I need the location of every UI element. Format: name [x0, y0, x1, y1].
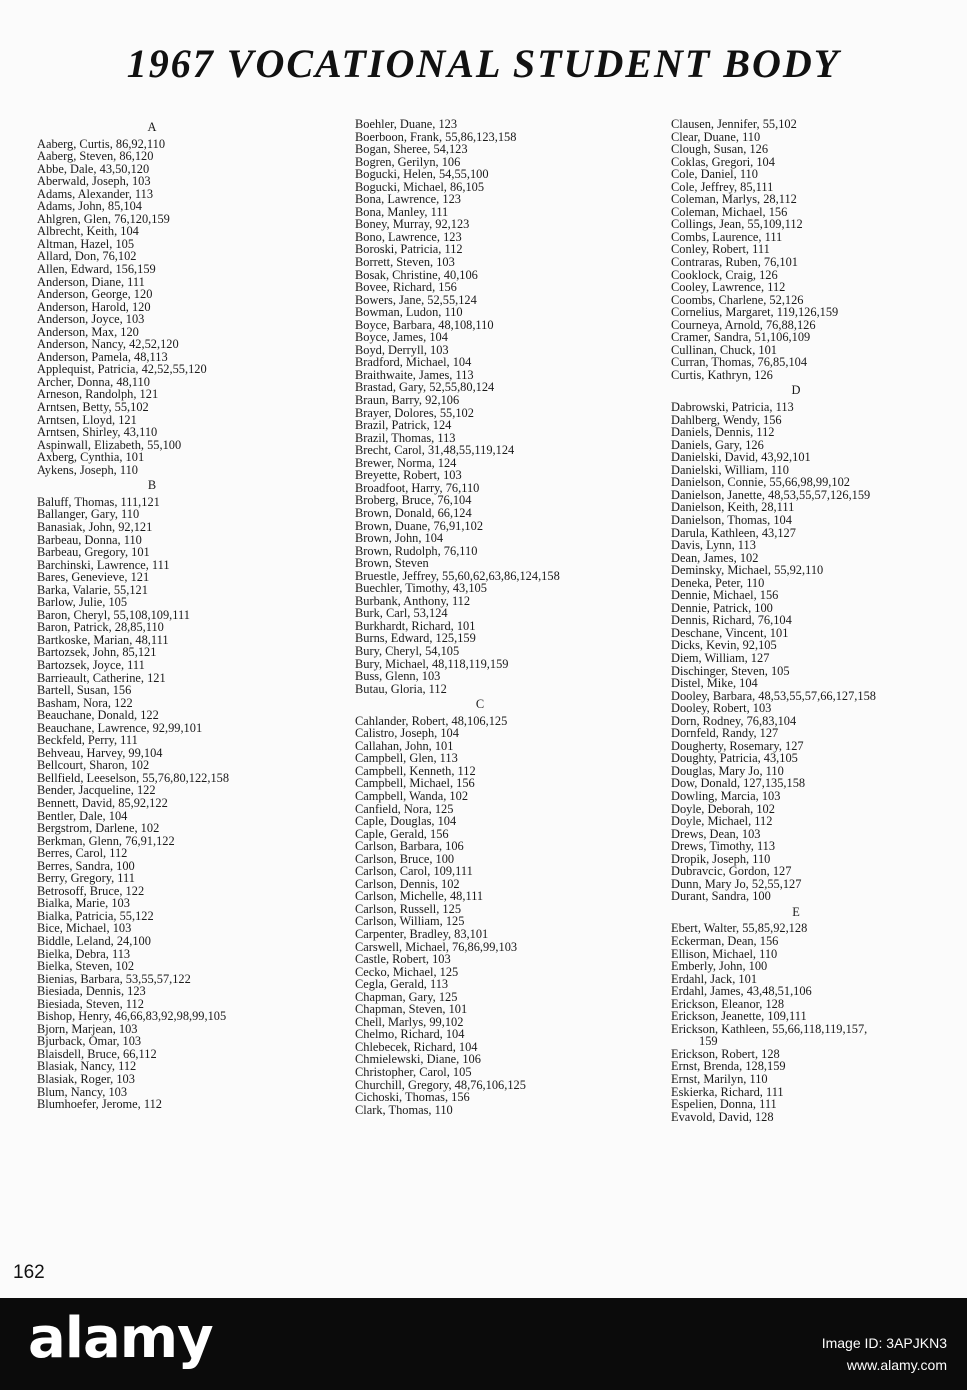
student-entry: Bender, Jacqueline, 122 [37, 783, 156, 798]
student-entry: Erickson, Eleanor, 128 [671, 996, 785, 1011]
section-letter: A [147, 120, 157, 134]
student-entry: Banasiak, John, 92,121 [37, 519, 153, 534]
student-entry: Bjurback, Omar, 103 [37, 1034, 142, 1049]
student-entry: Beckfeld, Perry, 111 [37, 733, 138, 748]
site-url: www.alamy.com [846, 1357, 947, 1373]
student-entry: Cullinan, Chuck, 101 [671, 342, 778, 357]
student-entry: Behveau, Harvey, 99,104 [37, 745, 163, 760]
student-entry: Biesiada, Steven, 112 [37, 996, 144, 1011]
student-entry: Adams, John, 85,104 [37, 199, 142, 214]
student-entry: Dooley, Barbara, 48,53,55,57,66,127,158 [671, 688, 876, 703]
student-entry: Dubravcic, Gordon, 127 [671, 864, 792, 879]
student-entry: Clark, Thomas, 110 [355, 1102, 453, 1117]
student-entry: Deneka, Peter, 110 [671, 575, 765, 590]
student-entry: Erdahl, Jack, 101 [671, 971, 758, 986]
student-entry: Beauchane, Donald, 122 [37, 708, 159, 723]
student-entry: Broadfoot, Harry, 76,110 [355, 480, 480, 495]
student-entry: Campbell, Wanda, 102 [355, 788, 469, 803]
student-entry: Distel, Mike, 104 [671, 676, 758, 691]
student-entry: Clausen, Jennifer, 55,102 [671, 117, 797, 131]
student-entry: Daniels, Gary, 126 [671, 437, 764, 452]
student-entry: Boyd, Derryll, 103 [355, 342, 449, 357]
student-entry: Anderson, Pamela, 48,113 [37, 349, 168, 364]
student-entry: Barbeau, Donna, 110 [37, 532, 142, 547]
student-entry: Arntsen, Shirley, 43,110 [37, 425, 158, 440]
student-entry: Basham, Nora, 122 [37, 695, 133, 710]
student-entry: Dabrowski, Patricia, 113 [671, 400, 794, 415]
student-entry: Arneson, Randolph, 121 [37, 387, 159, 402]
student-entry: Carswell, Michael, 76,86,99,103 [355, 939, 518, 954]
student-entry: Barka, Valarie, 55,121 [37, 582, 148, 597]
student-entry: Buechler, Timothy, 43,105 [355, 581, 487, 596]
student-entry: Drews, Dean, 103 [671, 826, 761, 841]
student-entry: Bartkoske, Marian, 48,111 [37, 632, 169, 647]
student-entry: Eckerman, Dean, 156 [671, 934, 779, 948]
student-entry: Bjorn, Marjean, 103 [37, 1021, 138, 1036]
student-entry: Archer, Donna, 48,110 [37, 374, 150, 389]
student-entry: Boyce, Barbara, 48,108,110 [355, 317, 494, 332]
student-entry: Burkhardt, Richard, 101 [355, 618, 476, 633]
student-entry: Bury, Michael, 48,118,119,159 [355, 656, 509, 671]
student-entry: Coklas, Gregori, 104 [671, 154, 775, 169]
student-entry: Betrosoff, Bruce, 122 [37, 883, 145, 898]
student-entry: Aspinwall, Elizabeth, 55,100 [37, 437, 182, 452]
student-entry: Canfield, Nora, 125 [355, 801, 454, 816]
student-entry: Coombs, Charlene, 52,126 [671, 292, 804, 307]
student-entry: Bowman, Ludon, 110 [355, 305, 463, 320]
image-id: Image ID: 3APJKN3 [821, 1335, 947, 1351]
student-entry: Brastad, Gary, 52,55,80,124 [355, 380, 495, 395]
section-letter: D [791, 383, 801, 398]
student-entry: Allen, Edward, 156,159 [37, 262, 156, 277]
student-entry: Dunn, Mary Jo, 52,55,127 [671, 876, 802, 891]
student-entry: Cooklock, Craig, 126 [671, 267, 778, 282]
student-entry: Dorn, Rodney, 76,83,104 [671, 713, 797, 728]
student-entry: Cramer, Sandra, 51,106,109 [671, 330, 811, 345]
student-entry: Darula, Kathleen, 43,127 [671, 525, 796, 540]
student-entry: Dicks, Kevin, 92,105 [671, 638, 777, 653]
student-entry: Bellfield, Leeselson, 55,76,80,122,158 [37, 770, 230, 785]
student-entry: Baron, Patrick, 28,85,110 [37, 620, 164, 635]
student-entry: Dropik, Joseph, 110 [671, 851, 771, 866]
student-entry: Blasiak, Roger, 103 [37, 1072, 135, 1087]
student-entry: Churchill, Gregory, 48,76,106,125 [355, 1077, 526, 1092]
student-entry: Cole, Daniel, 110 [671, 167, 758, 182]
student-entry: Curtis, Kathryn, 126 [671, 367, 773, 382]
student-entry: Erickson, Robert, 128 [671, 1046, 780, 1061]
student-entry: Davis, Lynn, 113 [671, 538, 756, 553]
student-entry: Boroski, Patricia, 112 [355, 242, 463, 257]
student-entry: Chapman, Gary, 125 [355, 989, 458, 1004]
student-entry: Bartozsek, Joyce, 111 [37, 657, 145, 672]
student-entry: Carlson, William, 125 [355, 914, 465, 929]
student-entry: Albrecht, Keith, 104 [37, 224, 139, 239]
student-entry: Biddle, Leland, 24,100 [37, 934, 151, 948]
student-entry: Ellison, Michael, 110 [671, 946, 778, 961]
student-entry: Carlson, Michelle, 48,111 [355, 889, 484, 904]
student-entry: Blumhoefer, Jerome, 112 [37, 1097, 162, 1112]
student-entry: Boney, Murray, 92,123 [355, 217, 470, 232]
index-column-3 [671, 118, 931, 1123]
student-entry: Bialka, Patricia, 55,122 [37, 908, 154, 923]
student-entry: Blum, Nancy, 103 [37, 1084, 128, 1099]
student-entry: Bice, Michael, 103 [37, 921, 132, 936]
student-entry: Ahlgren, Glen, 76,120,159 [37, 211, 170, 226]
student-entry: Dennis, Richard, 76,104 [671, 613, 792, 628]
student-entry: Collings, Jean, 55,109,112 [671, 217, 803, 232]
student-entry: Blasiak, Nancy, 112 [37, 1059, 137, 1074]
student-entry: Anderson, Max, 120 [37, 324, 139, 339]
student-entry: Bury, Cheryl, 54,105 [355, 643, 460, 658]
student-entry: Dooley, Robert, 103 [671, 701, 772, 716]
student-entry: Cecko, Michael, 125 [355, 964, 459, 979]
student-entry: Barchinski, Lawrence, 111 [37, 557, 170, 572]
student-entry: Danielson, Keith, 28,111 [671, 500, 795, 515]
student-entry: Braithwaite, James, 113 [355, 367, 474, 382]
student-entry: Cegla, Gerald, 113 [355, 977, 449, 992]
student-entry: Curran, Thomas, 76,85,104 [671, 355, 808, 370]
student-entry: Erickson, Kathleen, 55,66,118,119,157, [671, 1021, 868, 1036]
student-entry: Aaberg, Curtis, 86,92,110 [37, 136, 166, 151]
student-entry: Brazil, Patrick, 124 [355, 418, 452, 433]
student-entry: Bellcourt, Sharon, 102 [37, 758, 150, 773]
student-entry: Bergstrom, Darlene, 102 [37, 821, 160, 836]
student-entry: Boyce, James, 104 [355, 330, 448, 345]
student-entry: 159 [699, 1034, 718, 1049]
student-entry: Dougherty, Rosemary, 127 [671, 738, 804, 753]
student-entry: Bishop, Henry, 46,66,83,92,98,99,105 [37, 1009, 227, 1024]
student-entry: Brewer, Norma, 124 [355, 455, 457, 470]
student-entry: Aaberg, Steven, 86,120 [37, 149, 154, 164]
student-entry: Brazil, Thomas, 113 [355, 430, 456, 445]
index-column-2 [355, 118, 625, 1116]
student-entry: Caple, Gerald, 156 [355, 826, 449, 841]
student-entry: Burns, Edward, 125,159 [355, 631, 476, 646]
student-entry: Ebert, Walter, 55,85,92,128 [671, 921, 808, 936]
student-entry: Altman, Hazel, 105 [37, 236, 135, 251]
student-entry: Bogucki, Helen, 54,55,100 [355, 167, 489, 182]
student-entry: Clough, Susan, 126 [671, 142, 769, 157]
student-entry: Boehler, Duane, 123 [355, 117, 458, 131]
student-entry: Erickson, Jeanette, 109,111 [671, 1009, 807, 1024]
student-entry: Bogucki, Michael, 86,105 [355, 179, 485, 194]
student-entry: Ernst, Marilyn, 110 [671, 1072, 768, 1087]
student-entry: Borrett, Steven, 103 [355, 255, 455, 270]
student-entry: Campbell, Kenneth, 112 [355, 763, 476, 778]
student-entry: Carlson, Bruce, 100 [355, 851, 455, 866]
student-entry: Allard, Don, 76,102 [37, 249, 137, 264]
student-entry: Arntsen, Betty, 55,102 [37, 400, 149, 415]
student-entry: Cornelius, Margaret, 119,126,159 [671, 305, 839, 320]
student-entry: Biesiada, Dennis, 123 [37, 984, 146, 999]
student-entry: Caple, Douglas, 104 [355, 814, 457, 829]
student-entry: Baron, Cheryl, 55,108,109,111 [37, 607, 190, 622]
student-entry: Douglas, Mary Jo, 110 [671, 763, 784, 778]
student-entry: Conley, Robert, 111 [671, 242, 770, 257]
stock-footer-bar [0, 1298, 967, 1390]
student-entry: Bono, Lawrence, 123 [355, 229, 462, 244]
page-number: 162 [13, 1262, 45, 1283]
student-entry: Anderson, Harold, 120 [37, 299, 151, 314]
student-entry: Bielka, Steven, 102 [37, 959, 135, 974]
student-entry: Dow, Donald, 127,135,158 [671, 776, 806, 791]
student-entry: Combs, Laurence, 111 [671, 229, 783, 244]
student-entry: Chapman, Steven, 101 [355, 1002, 468, 1017]
student-entry: Chlebecek, Richard, 104 [355, 1039, 478, 1054]
student-entry: Contraras, Ruben, 76,101 [671, 255, 798, 270]
student-entry: Braun, Barry, 92,106 [355, 393, 460, 408]
student-entry: Danielski, David, 43,92,101 [671, 450, 811, 465]
student-entry: Cooley, Lawrence, 112 [671, 280, 786, 295]
student-entry: Adams, Alexander, 113 [37, 186, 154, 201]
student-entry: Blaisdell, Bruce, 66,112 [37, 1046, 157, 1061]
student-entry: Dowling, Marcia, 103 [671, 788, 781, 803]
student-entry: Bovee, Richard, 156 [355, 280, 457, 295]
student-entry: Dahlberg, Wendy, 156 [671, 412, 782, 427]
student-entry: Deschane, Vincent, 101 [671, 625, 789, 640]
student-entry: Dean, James, 102 [671, 550, 759, 565]
student-entry: Arntsen, Lloyd, 121 [37, 412, 137, 427]
student-entry: Aykens, Joseph, 110 [37, 462, 138, 477]
student-entry: Danielson, Thomas, 104 [671, 512, 792, 527]
student-entry: Callahan, John, 101 [355, 738, 454, 753]
student-entry: Brecht, Carol, 31,48,55,119,124 [355, 443, 515, 458]
student-entry: Ballanger, Gary, 110 [37, 507, 140, 522]
student-entry: Abbe, Dale, 43,50,120 [37, 161, 150, 176]
student-entry: Cichoski, Thomas, 156 [355, 1090, 470, 1105]
student-entry: Broberg, Bruce, 76,104 [355, 493, 472, 508]
student-entry: Bielka, Debra, 113 [37, 946, 131, 961]
student-entry: Bentler, Dale, 104 [37, 808, 128, 823]
student-entry: Cahlander, Robert, 48,106,125 [355, 713, 508, 728]
student-entry: Bienias, Barbara, 53,55,57,122 [37, 971, 191, 986]
student-entry: Bartozsek, John, 85,121 [37, 645, 157, 660]
page-title: 1967 VOCATIONAL STUDENT BODY [126, 41, 841, 86]
student-entry: Durant, Sandra, 100 [671, 889, 771, 904]
student-entry: Chell, Marlys, 99,102 [355, 1014, 464, 1029]
student-entry: Doyle, Deborah, 102 [671, 801, 775, 816]
student-entry: Dornfeld, Randy, 127 [671, 726, 779, 741]
student-entry: Danielson, Janette, 48,53,55,57,126,159 [671, 487, 871, 502]
student-entry: Erdahl, James, 43,48,51,106 [671, 984, 812, 999]
student-entry: Diem, William, 127 [671, 650, 770, 665]
student-entry: Bowers, Jane, 52,55,124 [355, 292, 477, 307]
student-entry: Barrieault, Catherine, 121 [37, 670, 166, 685]
student-entry: Anderson, Nancy, 42,52,120 [37, 337, 179, 352]
student-entry: Ernst, Brenda, 128,159 [671, 1059, 786, 1074]
student-entry: Axberg, Cynthia, 101 [37, 450, 145, 465]
student-entry: Chmielewski, Diane, 106 [355, 1052, 481, 1067]
section-letter: E [792, 904, 800, 919]
student-entry: Carlson, Carol, 109,111 [355, 864, 473, 879]
student-entry: Bialka, Marie, 103 [37, 896, 130, 911]
student-entry: Christopher, Carol, 105 [355, 1065, 472, 1080]
student-entry: Bradford, Michael, 104 [355, 355, 472, 370]
student-entry: Boerboon, Frank, 55,86,123,158 [355, 129, 517, 144]
student-entry: Bona, Manley, 111 [355, 204, 449, 219]
student-entry: Danielski, William, 110 [671, 462, 789, 477]
student-entry: Emberly, John, 100 [671, 959, 768, 974]
student-entry: Doughty, Patricia, 43,105 [671, 751, 798, 766]
student-entry: Beauchane, Lawrence, 92,99,101 [37, 720, 203, 735]
student-entry: Brown, Donald, 66,124 [355, 505, 472, 520]
student-entry: Barlow, Julie, 105 [37, 595, 128, 610]
alamy-logo: alamy [28, 1306, 213, 1371]
student-entry: Brown, Rudolph, 76,110 [355, 543, 478, 558]
student-entry: Breyette, Robert, 103 [355, 468, 462, 483]
student-entry: Brayer, Dolores, 55,102 [355, 405, 474, 420]
student-entry: Buss, Glenn, 103 [355, 669, 441, 684]
student-entry: Calistro, Joseph, 104 [355, 726, 459, 741]
student-entry: Coleman, Michael, 156 [671, 204, 788, 219]
section-letter: C [475, 697, 485, 712]
student-entry: Burk, Carl, 53,124 [355, 606, 448, 621]
student-entry: Cole, Jeffrey, 85,111 [671, 179, 774, 194]
student-entry: Courneya, Arnold, 76,88,126 [671, 317, 816, 332]
student-entry: Dennie, Michael, 156 [671, 588, 779, 603]
student-entry: Bartell, Susan, 156 [37, 683, 132, 698]
student-entry: Bennett, David, 85,92,122 [37, 795, 168, 810]
student-entry: Brown, Steven [355, 556, 429, 571]
student-entry: Carlson, Russell, 125 [355, 901, 462, 916]
student-entry: Campbell, Michael, 156 [355, 776, 475, 791]
student-entry: Danielson, Connie, 55,66,98,99,102 [671, 475, 850, 490]
index-column-1 [37, 118, 287, 1111]
student-entry: Applequist, Patricia, 42,52,55,120 [37, 362, 207, 377]
student-entry: Baluff, Thomas, 111,121 [37, 494, 160, 509]
student-entry: Brown, Duane, 76,91,102 [355, 518, 484, 533]
student-entry: Daniels, Dennis, 112 [671, 425, 775, 440]
student-entry: Evavold, David, 128 [671, 1109, 774, 1124]
student-entry: Castle, Robert, 103 [355, 952, 451, 967]
student-entry: Burbank, Anthony, 112 [355, 593, 471, 608]
student-entry: Anderson, Diane, 111 [37, 274, 145, 289]
student-entry: Eskierka, Richard, 111 [671, 1084, 784, 1099]
section-letter: B [147, 478, 157, 493]
student-entry: Carlson, Dennis, 102 [355, 876, 460, 891]
footer-info [822, 1332, 947, 1376]
student-entry: Bogren, Gerilyn, 106 [355, 154, 461, 169]
student-entry: Deminsky, Michael, 55,92,110 [671, 563, 824, 578]
student-entry: Bona, Lawrence, 123 [355, 192, 461, 207]
student-entry: Bruestle, Jeffrey, 55,60,62,63,86,124,158 [355, 568, 560, 583]
student-entry: Berry, Gregory, 111 [37, 871, 135, 886]
student-entry: Dennie, Patrick, 100 [671, 600, 773, 615]
student-entry: Aberwald, Joseph, 103 [37, 174, 151, 189]
student-entry: Carlson, Barbara, 106 [355, 839, 464, 854]
student-entry: Brown, John, 104 [355, 531, 444, 546]
student-entry: Bogan, Sheree, 54,123 [355, 142, 468, 157]
student-entry: Carpenter, Bradley, 83,101 [355, 927, 489, 941]
student-entry: Barbeau, Gregory, 101 [37, 545, 150, 560]
student-entry: Anderson, Joyce, 103 [37, 312, 145, 327]
student-entry: Doyle, Michael, 112 [671, 814, 773, 829]
student-entry: Bosak, Christine, 40,106 [355, 267, 478, 282]
student-entry: Campbell, Glen, 113 [355, 751, 458, 766]
student-entry: Chelmo, Richard, 104 [355, 1027, 465, 1042]
student-entry: Dischinger, Steven, 105 [671, 663, 790, 678]
student-entry: Berkman, Glenn, 76,91,122 [37, 833, 175, 848]
student-entry: Espelien, Donna, 111 [671, 1097, 777, 1112]
student-entry: Butau, Gloria, 112 [355, 681, 447, 696]
student-entry: Bares, Genevieve, 121 [37, 570, 150, 585]
student-entry: Coleman, Marlys, 28,112 [671, 192, 797, 207]
student-entry: Drews, Timothy, 113 [671, 839, 776, 854]
student-entry: Berres, Carol, 112 [37, 846, 128, 861]
student-entry: Anderson, George, 120 [37, 287, 153, 302]
student-entry: Berres, Sandra, 100 [37, 858, 135, 873]
student-entry: Clear, Duane, 110 [671, 129, 761, 144]
